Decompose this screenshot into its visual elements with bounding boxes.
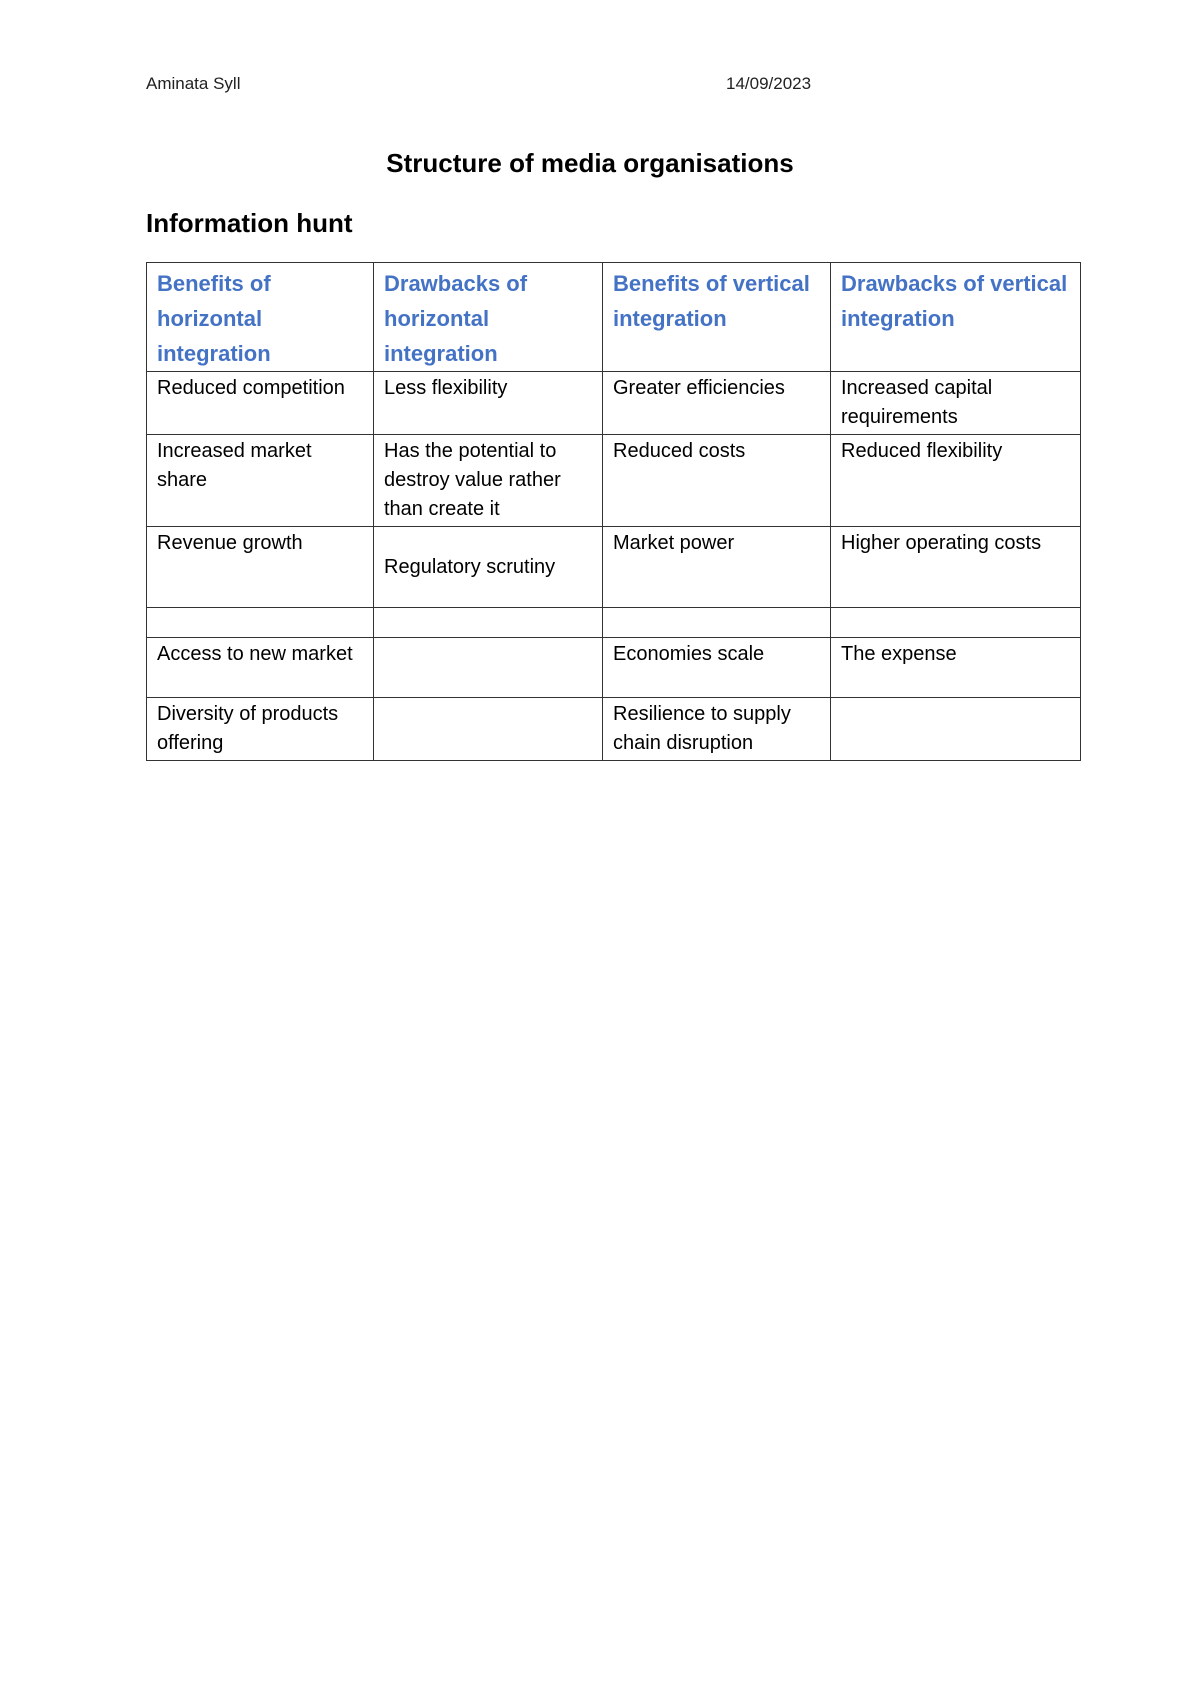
table-header-row [147, 263, 1081, 372]
table-cell: Market power [603, 527, 831, 608]
table-row [147, 435, 1081, 527]
table-cell: Less flexibility [374, 372, 603, 435]
table-cell: Greater efficiencies [603, 372, 831, 435]
table-row [147, 608, 1081, 638]
header-benefits-vertical: Benefits of vertical integration [603, 263, 831, 372]
table-cell [831, 608, 1081, 638]
section-heading: Information hunt [146, 208, 353, 238]
document-date: 14/09/2023 [726, 74, 812, 93]
header-benefits-horizontal: Benefits of horizontal integration [147, 263, 374, 372]
table-row [147, 372, 1081, 435]
table-cell: Revenue growth [147, 527, 374, 608]
header-drawbacks-vertical: Drawbacks of vertical integration [831, 263, 1081, 372]
table-cell: Regulatory scrutiny [374, 527, 603, 608]
table-row [147, 698, 1081, 761]
table-cell [831, 698, 1081, 761]
table-cell [147, 608, 374, 638]
table-cell: Reduced competition [147, 372, 374, 435]
table-row [147, 527, 1081, 608]
table-cell: Increased market share [147, 435, 374, 527]
table-cell: Has the potential to destroy value rather than create it [374, 435, 603, 527]
table-cell [603, 608, 831, 638]
table-cell: Resilience to supply chain disruption [603, 698, 831, 761]
table-cell: Diversity of products offering [147, 698, 374, 761]
table-row [147, 638, 1081, 698]
table-cell: Reduced costs [603, 435, 831, 527]
table-cell [374, 698, 603, 761]
table-cell: Access to new market [147, 638, 374, 698]
table-cell: Higher operating costs [831, 527, 1081, 608]
table-cell: The expense [831, 638, 1081, 698]
author-name: Aminata Syll [146, 74, 241, 93]
document-title: Structure of media organisations [386, 148, 794, 178]
table-cell: Reduced flexibility [831, 435, 1081, 527]
table-cell: Increased capital requirements [831, 372, 1081, 435]
integration-table [146, 262, 1081, 761]
table-cell [374, 608, 603, 638]
header-drawbacks-horizontal: Drawbacks of horizontal integration [374, 263, 603, 372]
table-cell: Economies scale [603, 638, 831, 698]
table-cell [374, 638, 603, 698]
